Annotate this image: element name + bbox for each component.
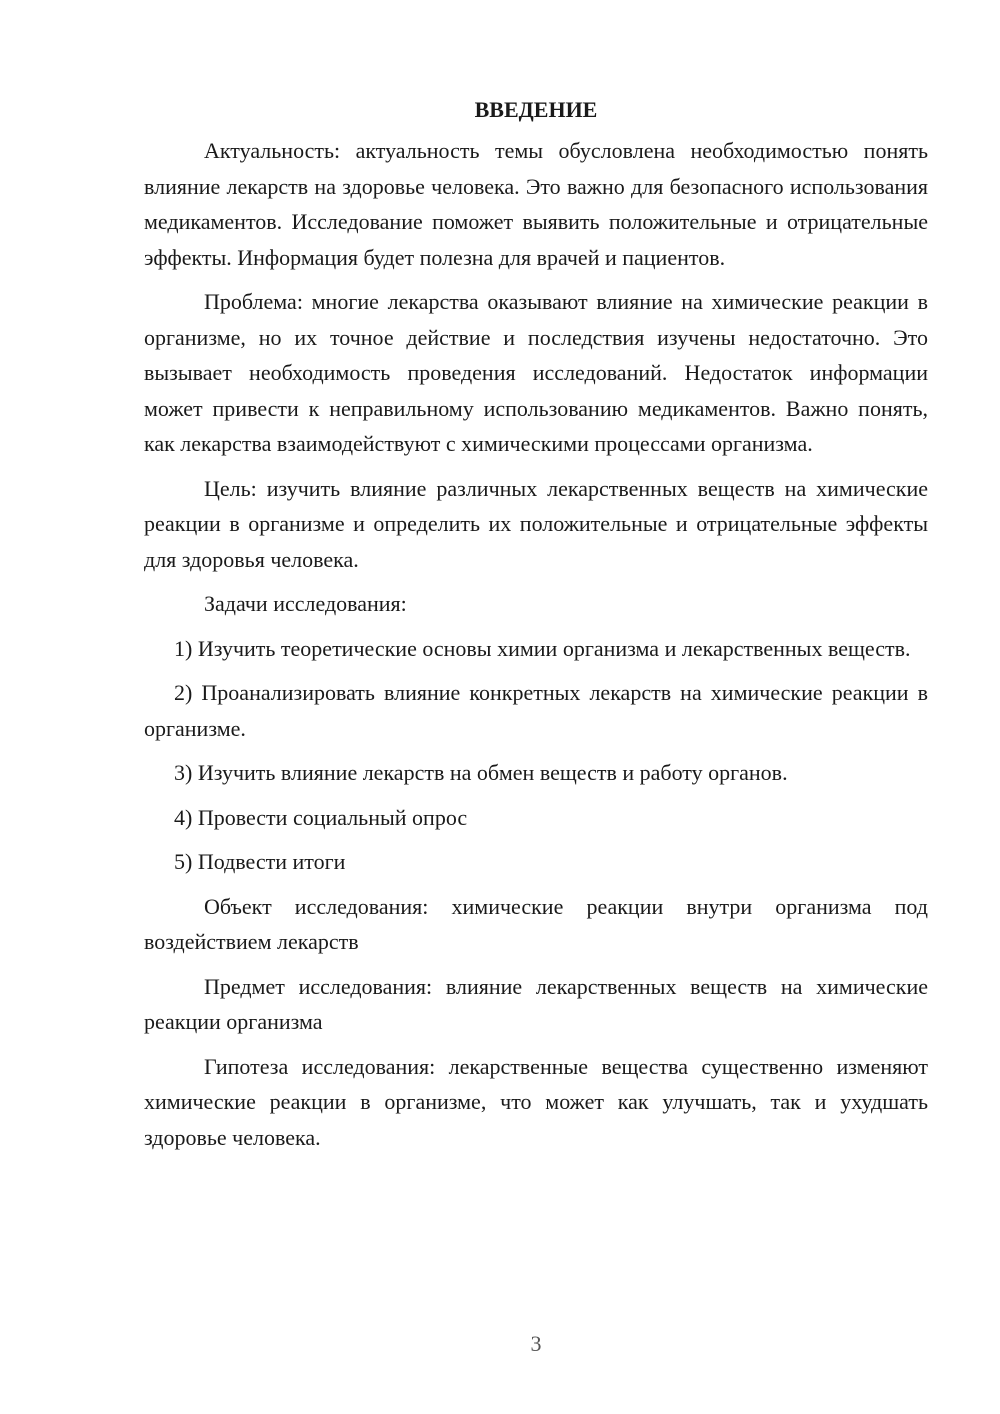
paragraph-hypothesis: Гипотеза исследования: лекарственные вещества существенно изменяют химические реакции в организме, что может как улучшать, так и ухудшать здоровье человека. (144, 1053, 928, 1150)
task-item-4: 4) Провести социальный опрос (174, 804, 468, 830)
document-page (144, 92, 928, 1155)
task-item-5: 5) Подвести итоги (174, 849, 346, 874)
task-item-1: 1) Изучить теоретические основы химии организма и лекарственных веществ. (174, 635, 911, 661)
paragraph-goal: Цель: изучить влияние различных лекарственных веществ на химические реакции в организме и определить их положительные и отрицательные эффекты для здоровья человека. (144, 475, 928, 572)
task-item-3: 3) Изучить влияние лекарств на обмен веществ и работу органов. (174, 760, 788, 785)
page-title: ВВЕДЕНИЕ (474, 97, 598, 122)
page-number: 3 (530, 1331, 542, 1356)
paragraph-problem: Проблема: многие лекарства оказывают влияние на химические реакции в организме, но их точное действие и последствия изучены недостаточно. Это вызывает необходимость проведения исследований. Недостаток информации может привести к неправильному использованию медикаментов. Важно понять, как лекарства взаимодействуют с химическими процессами организма. (144, 289, 928, 456)
paragraph-subject: Предмет исследования: влияние лекарственных веществ на химические реакции организма (144, 973, 928, 1034)
paragraph-tasks-heading: Задачи исследования: (204, 591, 407, 616)
task-item-2: 2) Проанализировать влияние конкретных лекарств на химические реакции в организме. (144, 680, 928, 741)
paragraph-relevance: Актуальность: актуальность темы обусловлена необходимостью понять влияние лекарств на здоровье человека. Это важно для безопасного использования медикаментов. Исследование поможет выявить положительные и отрицательные эффекты. Информация будет полезна для врачей и пациентов. (144, 138, 928, 270)
paragraph-object: Объект исследования: химические реакции внутри организма под воздействием лекарств (144, 893, 928, 954)
